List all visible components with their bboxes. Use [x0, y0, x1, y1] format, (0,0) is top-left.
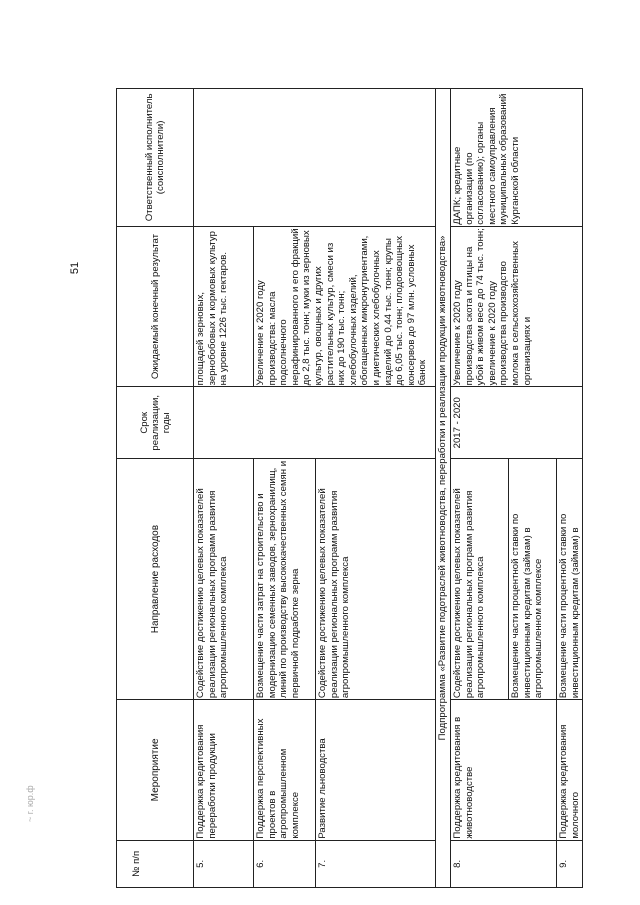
row-measure: Поддержка перспективных проектов в агропромышленном комплексе — [254, 700, 316, 841]
subprogram-title: Подпрограмма «Развитие подотраслей животноводства, переработки и реализации продукции животноводства» — [436, 89, 451, 888]
col-direction-header: Направление расходов — [117, 459, 194, 700]
col-measure-header: Мероприятие — [117, 700, 194, 841]
row-result: Увеличение к 2020 году производства скота и птицы на убой в живом весе до 74 тыс. тонн; увеличение к 2020 году производства производство молока в сельскохозяйственных организациях и — [451, 226, 583, 387]
row-result: площадей зерновых, зернобобовых и кормовых культур на уровне 1226 тыс. гектаров. — [194, 226, 254, 387]
row-measure: Поддержка кредитования переработки продукции — [194, 700, 254, 841]
row-executor-empty — [194, 89, 436, 227]
header-row — [117, 89, 194, 888]
col-num-header: № п/п — [117, 840, 194, 887]
row-num: 7. — [316, 840, 436, 887]
row-term-empty — [194, 387, 436, 459]
row-num: 6. — [254, 840, 316, 887]
row-measure: Поддержка кредитования в животноводстве — [451, 700, 557, 841]
row-direction-a: Содействие достижению целевых показателей реализации региональных программ развития агропромышленного комплекса — [451, 459, 509, 700]
row-term: 2017 - 2020 — [451, 387, 583, 459]
row-direction: Возмещение части затрат на строительство и модернизацию семенных заводов, зернохранилищ, линий по производству высококачественных семян и первичной подработке зерна — [254, 459, 316, 700]
row-direction: Содействие достижению целевых показателей реализации региональных программ развития агропромышленного комплекса — [194, 459, 254, 700]
margin-mark: ~ г. юр.ф — [25, 785, 35, 822]
row-executor: ДАПК; кредитные организации (по согласованию); органы местного самоуправления муниципальных образований Курганской области — [451, 89, 583, 227]
landscape-table-container — [116, 88, 596, 888]
row-measure: Развитие льноводства — [316, 700, 436, 841]
col-result-header: Ожидаемый конечный результат — [117, 226, 194, 387]
page-number: 51 — [69, 261, 81, 275]
row-direction-b: Возмещение части процентной ставки по инвестиционным кредитам (займам) в агропромышленном комплексе — [509, 459, 557, 700]
row-direction: Возмещение части процентной ставки по инвестиционным кредитам (займам) в — [557, 459, 583, 700]
col-term-header: Срок реализации, годы — [117, 387, 194, 459]
table-row-8a — [451, 89, 509, 888]
row-num: 9. — [557, 840, 583, 887]
row-result: Увеличение к 2020 году производства: масла подсолнечного нерафинированного и его фракций до 2,8 тыс. тонн; муки из зерновых культур, овощных и других растительных культур, смеси из них до 190 тыс. тонн; хлебобулочных изделий, обогащенных микронутриентами, и диетических хлебобулочных изделий до 0,44 тыс. тонн; крупы до 6,05 тыс. тонн; плодоовощных консервов до 97 млн. условных банок — [254, 226, 436, 387]
col-executor-header: Ответственный исполнитель (соисполнители) — [117, 89, 194, 227]
main-table — [116, 88, 583, 888]
row-measure: Поддержка кредитования молочного — [557, 700, 583, 841]
subprogram-row — [436, 89, 451, 888]
row-direction: Содействие достижению целевых показателей реализации региональных программ развития агропромышленного комплекса — [316, 459, 436, 700]
table-row-5 — [194, 89, 254, 888]
row-num: 8. — [451, 840, 557, 887]
row-num: 5. — [194, 840, 254, 887]
